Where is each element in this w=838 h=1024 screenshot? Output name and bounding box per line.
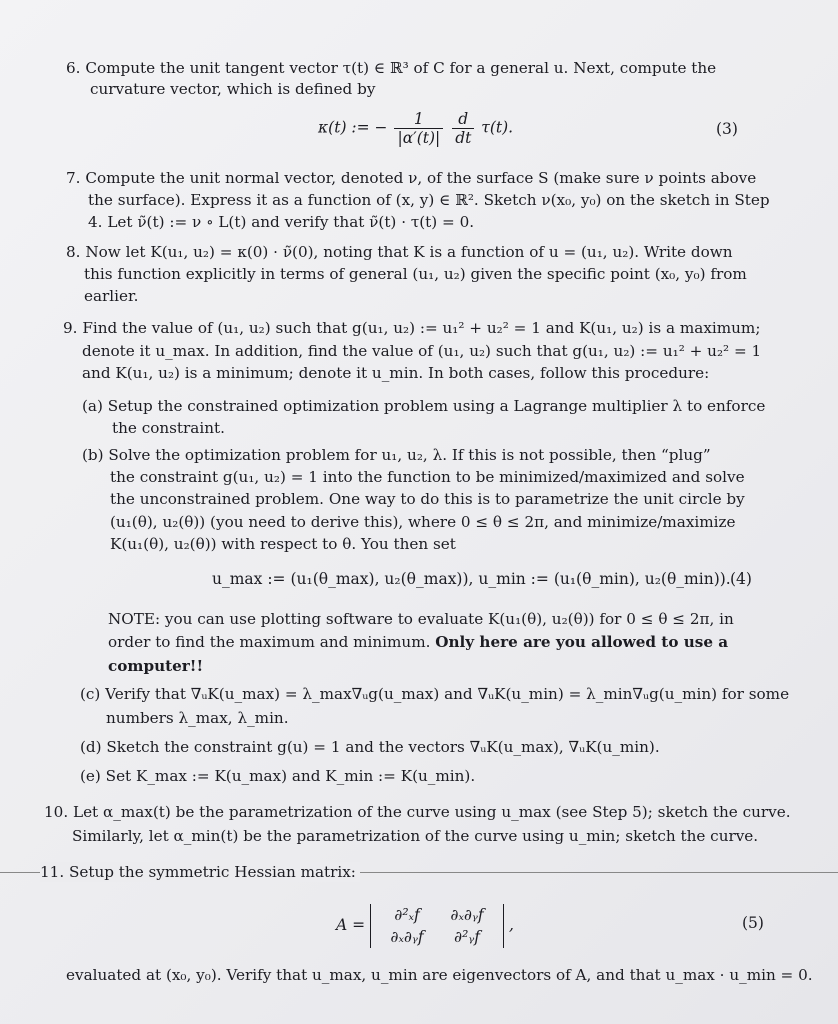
step11-line1: 11. Setup the symmetric Hessian matrix: — [40, 862, 360, 882]
step9a-line2: the constraint. — [112, 419, 225, 437]
note-line2-text: order to find the maximum and minimum. — [108, 633, 431, 651]
matrix-row-2 — [377, 926, 497, 948]
step8-line2: this function explicitly in terms of general (u₁, u₂) given the specific point (x₀, y₀) from — [84, 265, 747, 283]
eq5-number: (5) — [742, 914, 764, 932]
step9-line3: and K(u₁, u₂) is a minimum; denote it u_min. In both cases, follow this procedure: — [82, 364, 710, 382]
step7-line3: 4. Let ν̃(t) := ν ∘ L(t) and verify that ν̃(t) · τ(t) = 0. — [88, 213, 475, 231]
step9-line2: denote it u_max. In addition, find the value of (u₁, u₂) such that g(u₁, u₂) := u₁² + u₂² = 1 — [82, 342, 762, 360]
eq5-lhs: A = — [336, 916, 366, 934]
step9-line1: 9. Find the value of (u₁, u₂) such that g(u₁, u₂) := u₁² + u₂² = 1 and K(u₁, u₂) is a maximum; — [63, 319, 761, 337]
note-line2-bold: Only here are you allowed to use a — [435, 633, 729, 651]
note-line3-bold: computer!! — [108, 657, 204, 675]
eq3-d: d — [452, 110, 474, 129]
step9b-line3: the unconstrained problem. One way to do this is to parametrize the unit circle by — [110, 490, 745, 508]
eq4-number: (4) — [730, 570, 752, 588]
eq3-derivative — [452, 110, 474, 147]
matrix-cell-12: ∂ₓ∂ᵧf — [450, 906, 484, 924]
step6-line1: 6. Compute the unit tangent vector τ(t) ∈ ℝ³ of C for a general u. Next, compute the — [66, 59, 717, 77]
note-line1: NOTE: you can use plotting software to evaluate K(u₁(θ), u₂(θ)) for 0 ≤ θ ≤ 2π, in — [108, 610, 734, 628]
matrix-cell-11: ∂²ₓf — [394, 906, 420, 924]
step9c-line2: numbers λ_max, λ_min. — [106, 709, 289, 727]
hessian-matrix — [370, 904, 504, 948]
step8-line3: earlier. — [84, 287, 139, 305]
step9b-line2: the constraint g(u₁, u₂) = 1 into the function to be minimized/maximized and solve — [110, 468, 745, 486]
step9e-line1: (e) Set K_max := K(u_max) and K_min := K(u_min). — [80, 767, 476, 785]
eq3-number: (3) — [716, 120, 738, 138]
step6-line2: curvature vector, which is defined by — [90, 80, 376, 98]
eq3-numerator: 1 — [394, 110, 443, 129]
matrix-cell-22: ∂²ᵧf — [454, 928, 480, 946]
hessian-equation — [336, 904, 514, 948]
step9b-line5: K(u₁(θ), u₂(θ)) with respect to θ. You then set — [110, 535, 456, 553]
eq3-fraction — [394, 110, 443, 147]
curvature-equation — [318, 110, 513, 147]
eq3-rhs: τ(t). — [481, 118, 514, 137]
step7-line1: 7. Compute the unit normal vector, denoted ν, of the surface S (make sure ν points above — [66, 169, 757, 187]
step9b-line4: (u₁(θ), u₂(θ)) (you need to derive this), where 0 ≤ θ ≤ 2π, and minimize/maximize — [110, 513, 736, 531]
step11-line2: evaluated at (x₀, y₀). Verify that u_max, u_min are eigenvectors of A, and that u_max · u_min = 0. — [66, 966, 813, 984]
matrix-cell-21: ∂ₓ∂ᵧf — [390, 928, 424, 946]
note-line2 — [108, 632, 728, 652]
eq3-lhs: κ(t) := − — [318, 118, 388, 137]
eq4: u_max := (u₁(θ_max), u₂(θ_max)), u_min := (u₁(θ_min), u₂(θ_min)). — [212, 570, 731, 588]
step9d-line1: (d) Sketch the constraint g(u) = 1 and the vectors ∇ᵤK(u_max), ∇ᵤK(u_min). — [80, 738, 660, 756]
eq5-comma: , — [508, 916, 514, 934]
step9c-line1: (c) Verify that ∇ᵤK(u_max) = λ_max∇ᵤg(u_max) and ∇ᵤK(u_min) = λ_min∇ᵤg(u_min) for some — [80, 685, 790, 703]
step8-line1: 8. Now let K(u₁, u₂) = κ(0) · ν̃(0), noting that K is a function of u = (u₁, u₂). Write down — [66, 243, 733, 261]
note-line3 — [108, 656, 203, 676]
step10-line2: Similarly, let α_min(t) be the parametrization of the curve using u_min; sketch the curve. — [72, 827, 759, 845]
step9a-line1: (a) Setup the constrained optimization problem using a Lagrange multiplier λ to enforce — [82, 397, 766, 415]
step7-line2: the surface). Express it as a function of (x, y) ∈ ℝ². Sketch ν(x₀, y₀) on the sketch in Step — [88, 191, 770, 209]
eq3-denominator: |α′(t)| — [397, 129, 441, 147]
matrix-row-1 — [377, 904, 497, 926]
eq3-dt: dt — [455, 129, 472, 147]
step10-line1: 10. Let α_max(t) be the parametrization of the curve using u_max (see Step 5); sketch the curve. — [44, 803, 791, 821]
step9b-line1: (b) Solve the optimization problem for u₁, u₂, λ. If this is not possible, then “plug” — [82, 446, 711, 464]
